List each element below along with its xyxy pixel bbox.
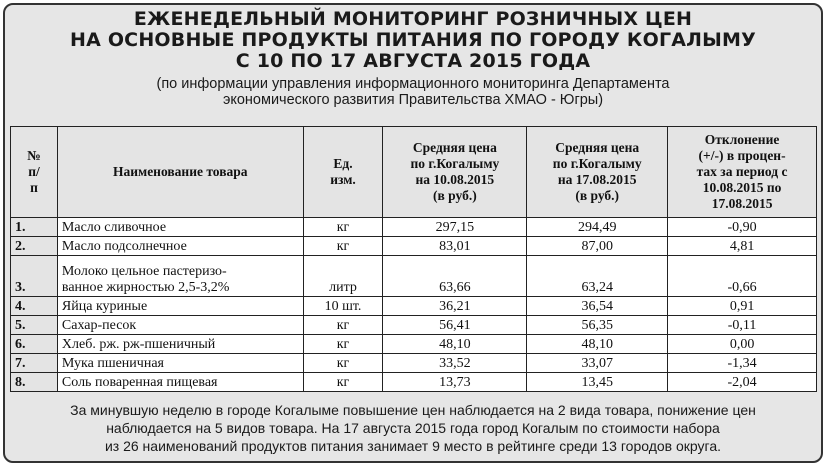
header-name: Наименование товара [57, 127, 303, 218]
header-unit: Ед. изм. [303, 127, 383, 218]
product-name: Яйца куриные [57, 297, 303, 316]
row-number: 5. [11, 316, 58, 335]
price-aug10: 13,73 [383, 373, 527, 392]
unit: литр [303, 256, 383, 297]
unit: кг [303, 316, 383, 335]
page-title [5, 5, 821, 72]
price-aug17: 294,49 [527, 218, 668, 237]
price-aug10: 83,01 [383, 237, 527, 256]
price-aug10: 36,21 [383, 297, 527, 316]
price-aug10: 48,10 [383, 335, 527, 354]
row-number: 4. [11, 297, 58, 316]
bulletin-frame [3, 3, 823, 463]
price-aug17: 63,24 [527, 256, 668, 297]
header-price-aug10: Средняя цена по г.Когалыму на 10.08.2015 (в руб.) [383, 127, 527, 218]
row-number: 1. [11, 218, 58, 237]
product-name: Масло сливочное [57, 218, 303, 237]
summary-line-2: наблюдается на 5 видов товара. На 17 августа 2015 года город Когалым по стоимости набора [106, 420, 720, 436]
deviation: 4,81 [668, 237, 817, 256]
deviation: 0,00 [668, 335, 817, 354]
row-number: 3. [11, 256, 58, 297]
source-note [5, 76, 821, 108]
header-price-aug17: Средняя цена по г.Когалыму на 17.08.2015 (в руб.) [527, 127, 668, 218]
deviation: -2,04 [668, 373, 817, 392]
price-aug17: 13,45 [527, 373, 668, 392]
title-line-2: НА ОСНОВНЫЕ ПРОДУКТЫ ПИТАНИЯ ПО ГОРОДУ КОГАЛЫМУ [70, 29, 756, 51]
deviation: -1,34 [668, 354, 817, 373]
deviation: -0,11 [668, 316, 817, 335]
header-deviation: Отклонение (+/-) в процен- тах за период с 10.08.2015 по 17.08.2015 [668, 127, 817, 218]
source-note-line-2: экономического развития Правительства ХМАО - Югры) [222, 92, 604, 108]
product-name: Мука пшеничная [57, 354, 303, 373]
title-line-1: ЕЖЕНЕДЕЛЬНЫЙ МОНИТОРИНГ РОЗНИЧНЫХ ЦЕН [133, 8, 693, 30]
price-aug17: 36,54 [527, 297, 668, 316]
price-aug17: 48,10 [527, 335, 668, 354]
unit: кг [303, 354, 383, 373]
title-line-3: С 10 ПО 17 АВГУСТА 2015 ГОДА [235, 50, 591, 72]
unit: кг [303, 335, 383, 354]
table-row [11, 316, 817, 335]
deviation: -0,66 [668, 256, 817, 297]
table-row [11, 256, 817, 297]
product-name: Соль поваренная пищевая [57, 373, 303, 392]
table-row [11, 373, 817, 392]
unit: кг [303, 218, 383, 237]
deviation: -0,90 [668, 218, 817, 237]
summary-line-1: За минувшую неделю в городе Когалыме повышение цен наблюдается на 2 вида товара, понижение цен [70, 402, 756, 418]
price-aug10: 63,66 [383, 256, 527, 297]
price-aug10: 297,15 [383, 218, 527, 237]
table-row [11, 335, 817, 354]
product-name: Сахар-песок [57, 316, 303, 335]
source-note-line-1: (по информации управления информационного мониторинга Департамента [156, 76, 670, 92]
summary-line-3: из 26 наименований продуктов питания занимает 9 место в рейтинге среди 13 городов округа. [104, 438, 722, 454]
price-aug17: 56,35 [527, 316, 668, 335]
table-row [11, 354, 817, 373]
product-name: Молоко цельное пастеризо- ванное жирностью 2,5-3,2% [57, 256, 303, 297]
table-row [11, 218, 817, 237]
table-row [11, 237, 817, 256]
header-num: № п/ п [11, 127, 58, 218]
deviation: 0,91 [668, 297, 817, 316]
unit: кг [303, 237, 383, 256]
table-header-row [11, 127, 817, 218]
unit: 10 шт. [303, 297, 383, 316]
row-number: 2. [11, 237, 58, 256]
unit: кг [303, 373, 383, 392]
price-aug10: 56,41 [383, 316, 527, 335]
row-number: 8. [11, 373, 58, 392]
price-table [10, 126, 817, 392]
row-number: 6. [11, 335, 58, 354]
price-aug10: 33,52 [383, 354, 527, 373]
table-row [11, 297, 817, 316]
price-aug17: 33,07 [527, 354, 668, 373]
summary-text [5, 401, 821, 455]
product-name: Хлеб. рж. рж-пшеничный [57, 335, 303, 354]
product-name: Масло подсолнечное [57, 237, 303, 256]
price-aug17: 87,00 [527, 237, 668, 256]
row-number: 7. [11, 354, 58, 373]
